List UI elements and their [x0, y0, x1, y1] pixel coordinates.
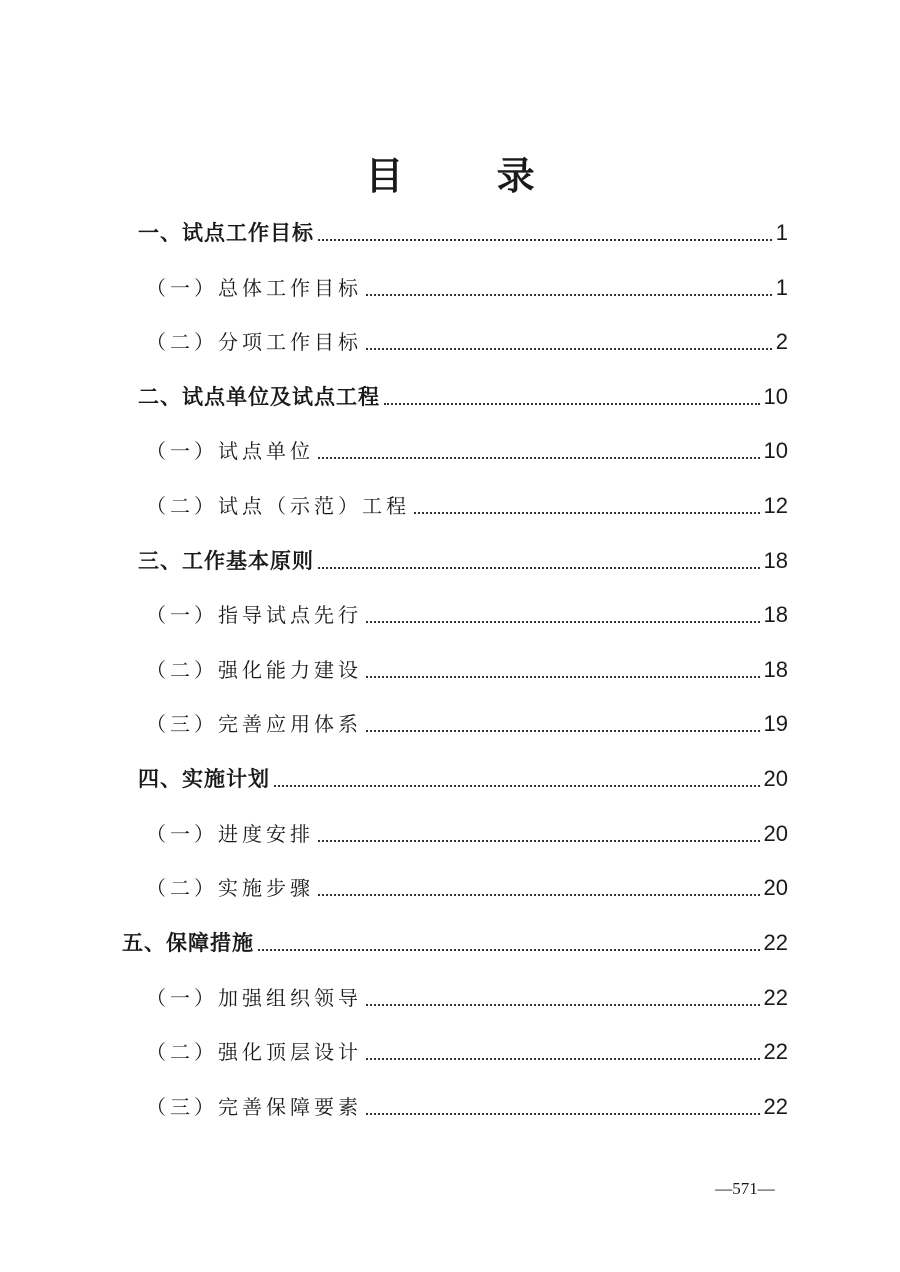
page-title: 目 录: [365, 153, 575, 198]
toc-entry-page: 20: [763, 875, 788, 900]
toc-entry-page: 1: [775, 275, 788, 300]
toc-entry-page: 2: [775, 329, 788, 354]
toc-leader-dots: [318, 239, 772, 241]
toc-leader-dots: [366, 348, 772, 350]
toc-entry-4-2[interactable]: [146, 867, 788, 903]
toc-entry-page: 18: [763, 657, 788, 682]
toc-entry-page: 22: [763, 1039, 788, 1064]
toc-entry-2-1[interactable]: [146, 430, 788, 466]
toc-leader-dots: [318, 457, 760, 459]
toc-entry-label: （二）试点（示范）工程: [146, 494, 410, 518]
toc-entry-5-2[interactable]: [146, 1031, 788, 1067]
toc-leader-dots: [366, 730, 760, 732]
toc-entry-3-2[interactable]: [146, 649, 788, 685]
toc-entry-label: （三）完善保障要素: [146, 1095, 362, 1119]
page-number: —571—: [715, 1179, 775, 1198]
toc-leader-dots: [274, 785, 760, 787]
toc-entry-page: 22: [763, 1094, 788, 1119]
toc-leader-dots: [414, 512, 760, 514]
toc-entry-page: 1: [775, 220, 788, 245]
toc-entry-label: （一）进度安排: [146, 822, 314, 846]
toc-entry-label: （三）完善应用体系: [146, 712, 362, 736]
toc-leader-dots: [366, 1113, 760, 1115]
toc-entry-label: （二）分项工作目标: [146, 330, 362, 354]
toc-leader-dots: [366, 676, 760, 678]
toc-entry-label: （二）强化能力建设: [146, 658, 362, 682]
toc-entry-label: 五、保障措施: [122, 931, 254, 955]
toc-leader-dots: [384, 403, 760, 405]
toc-entry-3-3[interactable]: [146, 703, 788, 739]
toc-entry-4[interactable]: [138, 758, 788, 794]
toc-entry-page: 22: [763, 930, 788, 955]
toc-entry-page: 19: [763, 711, 788, 736]
toc-entry-3[interactable]: [138, 540, 788, 576]
toc-entry-5-3[interactable]: [146, 1086, 788, 1122]
toc-entry-2[interactable]: [138, 376, 788, 412]
toc-entry-label: （一）加强组织领导: [146, 986, 362, 1010]
toc-leader-dots: [366, 1004, 760, 1006]
toc-entry-label: （二）强化顶层设计: [146, 1040, 362, 1064]
toc-leader-dots: [318, 567, 760, 569]
toc-entry-3-1[interactable]: [146, 594, 788, 630]
toc-leader-dots: [258, 949, 760, 951]
toc-entry-page: 10: [763, 438, 788, 463]
toc-leader-dots: [366, 1058, 760, 1060]
toc-entry-label: 三、工作基本原则: [138, 549, 314, 573]
toc-entry-label: 四、实施计划: [138, 767, 270, 791]
toc-entry-page: 20: [763, 821, 788, 846]
toc-entry-1-2[interactable]: [146, 321, 788, 357]
toc-entry-page: 10: [763, 384, 788, 409]
toc-entry-1[interactable]: [138, 212, 788, 248]
toc-leader-dots: [366, 621, 760, 623]
toc-entry-page: 18: [763, 602, 788, 627]
toc-entry-label: （二）实施步骤: [146, 876, 314, 900]
toc-entry-1-1[interactable]: [146, 267, 788, 303]
toc-entry-5-1[interactable]: [146, 977, 788, 1013]
toc-leader-dots: [318, 840, 760, 842]
toc-entry-5[interactable]: [122, 922, 788, 958]
toc-entry-page: 12: [763, 493, 788, 518]
toc-entry-label: （一）指导试点先行: [146, 603, 362, 627]
toc-entry-label: 二、试点单位及试点工程: [138, 385, 380, 409]
toc-entry-page: 18: [763, 548, 788, 573]
toc-entry-label: 一、试点工作目标: [138, 221, 314, 245]
toc-entry-label: （一）总体工作目标: [146, 276, 362, 300]
toc-entry-2-2[interactable]: [146, 485, 788, 521]
toc-entry-label: （一）试点单位: [146, 439, 314, 463]
toc-entry-page: 22: [763, 985, 788, 1010]
toc-entry-4-1[interactable]: [146, 813, 788, 849]
toc-leader-dots: [366, 294, 772, 296]
toc-entry-page: 20: [763, 766, 788, 791]
toc-leader-dots: [318, 894, 760, 896]
